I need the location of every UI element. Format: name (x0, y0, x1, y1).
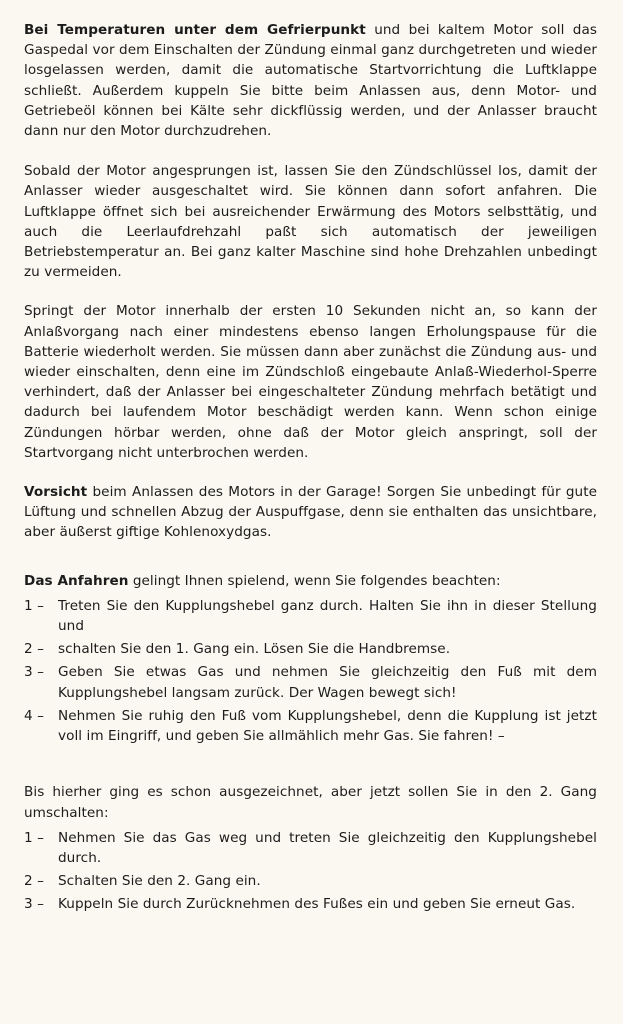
step-text: schalten Sie den 1. Gang ein. Lösen Sie die Handbremse. (58, 641, 451, 658)
step-list (24, 828, 597, 915)
step-number: 4 – (24, 707, 44, 724)
step-list (24, 596, 597, 746)
section-umschalten (24, 782, 597, 914)
section-intro (24, 571, 597, 591)
paragraph-cold-start (24, 20, 597, 141)
list-item (24, 639, 597, 659)
step-text: Nehmen Sie ruhig den Fuß vom Kupplungshebel, denn die Kupplung ist jetzt voll im Eingriff, und geben Sie allmählich mehr Gas. Sie fahren! – (58, 707, 597, 745)
step-text: Geben Sie etwas Gas und nehmen Sie gleichzeitig den Fuß mit dem Kupplungshebel langsam zurück. Der Wagen bewegt sich! (58, 664, 597, 701)
list-item (24, 596, 597, 636)
step-number: 3 – (24, 896, 44, 913)
paragraph-text: beim Anlassen des Motors in der Garage! Sorgen Sie unbedingt für gute Lüftung und schnellen Abzug der Auspuffgase, denn sie enthalten das unsichtbare, aber äußerst giftige Kohlenoxydgas. (24, 484, 597, 541)
paragraph-lead: Vorsicht (24, 484, 88, 501)
step-text: Nehmen Sie das Gas weg und treten Sie gleichzeitig den Kupplungshebel durch. (58, 829, 597, 866)
section-anfahren (24, 571, 597, 747)
paragraph-text: Springt der Motor innerhalb der ersten 10 Sekunden nicht an, so kann der Anlaßvorgang nach einer mindestens ebenso langen Erholungspause für die Batterie wiederholt werden. Sie müssen dann aber zunächst die Zündung aus- und wieder einschalten, denn eine im Zündschloß eingebaute Anlaß-Wiederhol-Sperre verhindert, daß der Anlasser bei eingeschalteter Zündung mehrfach betätigt und dadurch bei laufendem Motor beschädigt werden kann. Wenn schon einige Zündungen hörbar werden, ohne daß der Motor gleich anspringt, soll der Startvorgang nicht unterbrochen werden. (24, 303, 597, 461)
step-number: 1 – (24, 829, 44, 846)
step-number: 2 – (24, 873, 44, 890)
paragraph-caution (24, 482, 597, 543)
paragraph-engine-started (24, 161, 597, 282)
paragraph-restart (24, 301, 597, 463)
step-number: 2 – (24, 641, 44, 658)
paragraph-text: Sobald der Motor angesprungen ist, lassen Sie den Zündschlüssel los, damit der Anlasser wieder ausgeschaltet wird. Sie können dann sofort anfahren. Die Luftklappe öffnet sich bei ausreichender Erwärmung des Motors selbsttätig, und auch die Leerlaufdrehzahl paßt sich automatisch der jeweiligen Betriebstemperatur an. Bei ganz kalter Maschine sind hohe Drehzahlen unbedingt zu vermeiden. (24, 163, 597, 281)
paragraph-text: und bei kaltem Motor soll das Gaspedal vor dem Einschalten der Zündung einmal ganz durchgetreten und wieder losgelassen werden, damit die automatische Startvorrichtung die Luftklappe schließt. Außerdem kuppeln Sie bitte beim Anlassen aus, denn Motor- und Getriebeöl können bei Kälte sehr dickflüssig werden, und der Anlasser braucht dann nur den Motor durchzudrehen. (24, 22, 597, 140)
step-text: Schalten Sie den 2. Gang ein. (58, 873, 261, 890)
list-item (24, 894, 597, 914)
list-item (24, 662, 597, 702)
section-intro-text: gelingt Ihnen spielend, wenn Sie folgendes beachten: (128, 572, 501, 589)
paragraph-lead: Bei Temperaturen unter dem Gefrierpunkt (24, 22, 366, 38)
section-intro-text: Bis hierher ging es schon ausgezeichnet, aber jetzt sollen Sie in den 2. Gang umschalten: (24, 784, 597, 821)
step-number: 3 – (24, 664, 44, 681)
list-item (24, 828, 597, 868)
section-heading: Das Anfahren (24, 572, 129, 589)
section-intro (24, 782, 597, 822)
step-text: Treten Sie den Kupplungshebel ganz durch. Halten Sie ihn in dieser Stellung und (58, 597, 597, 635)
list-item (24, 706, 597, 746)
step-text: Kuppeln Sie durch Zurücknehmen des Fußes ein und geben Sie erneut Gas. (58, 896, 576, 913)
list-item (24, 871, 597, 891)
step-number: 1 – (24, 597, 44, 614)
